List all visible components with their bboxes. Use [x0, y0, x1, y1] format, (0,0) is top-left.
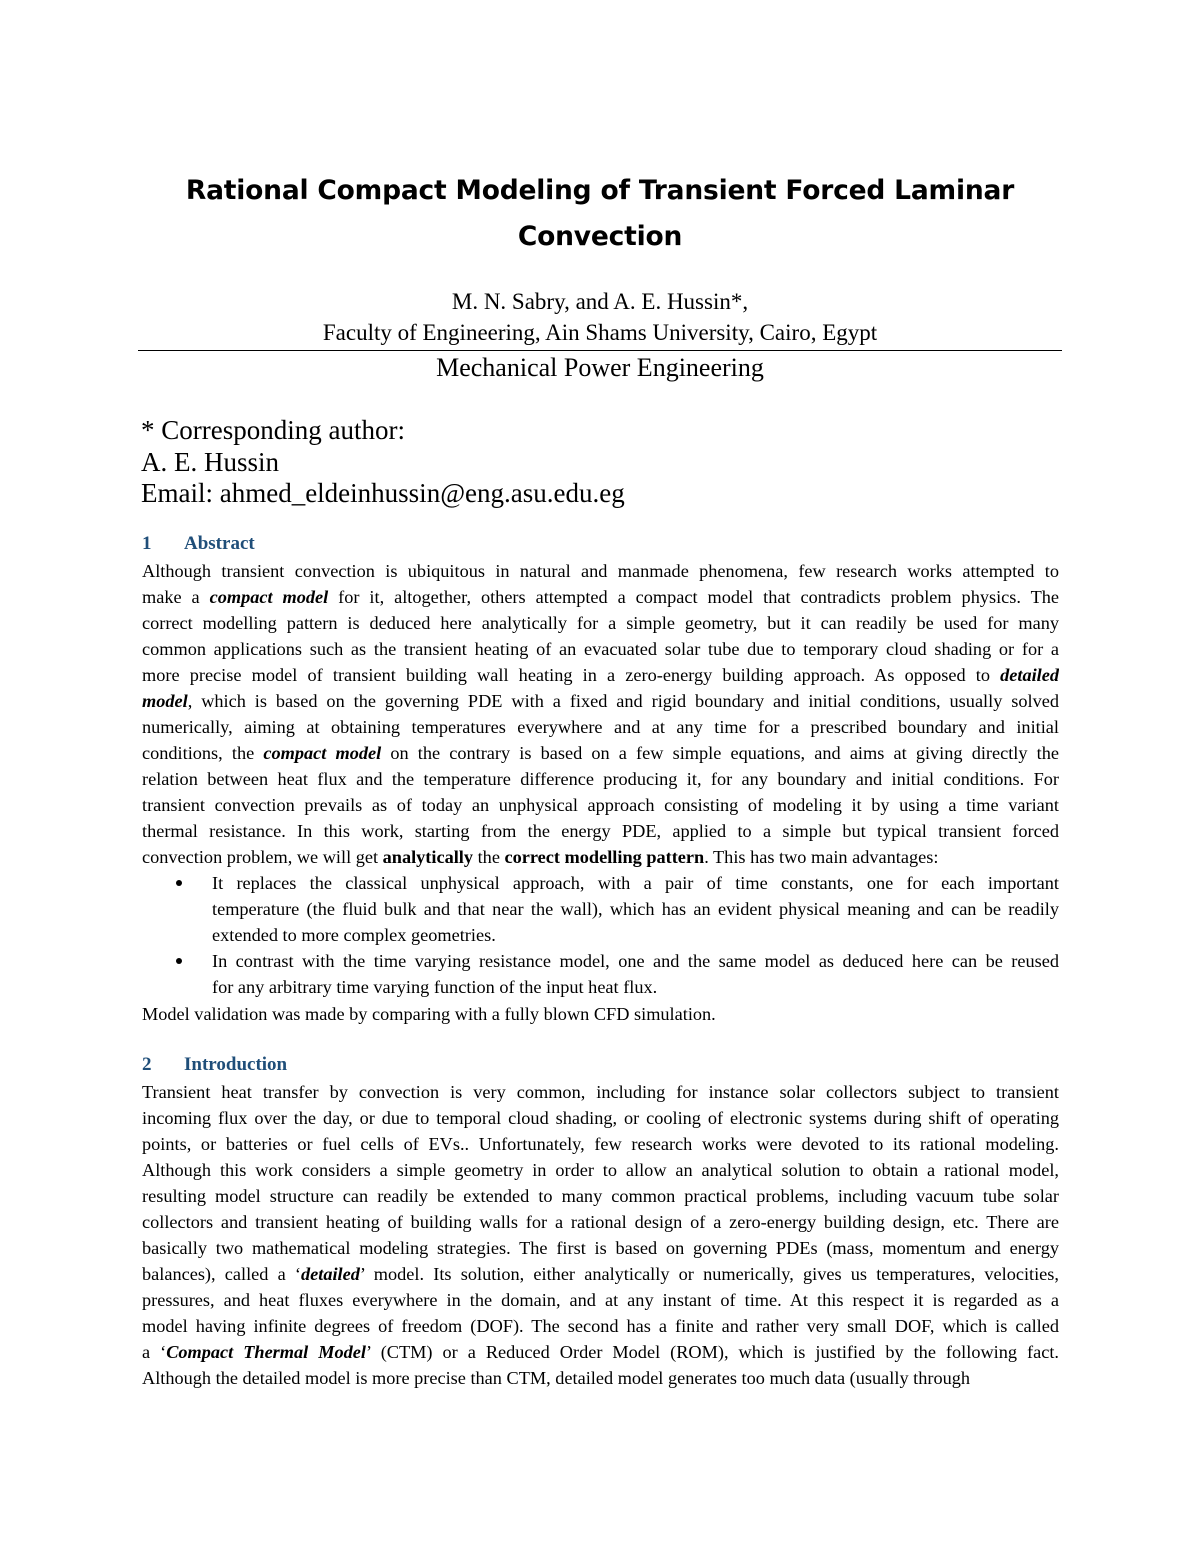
abstract-text: . This has two main advantages: [704, 847, 939, 867]
abstract-text: for it, altogether, others attempted a compact model that contradicts problem physics. The [328, 587, 1059, 607]
bullet-item [142, 870, 1059, 948]
abstract-heading [142, 532, 255, 556]
corresponding-label: * Corresponding author: [141, 415, 405, 445]
abstract-line [142, 584, 1059, 610]
introduction-line [142, 1235, 1059, 1261]
bullet-line: extended to more complex geometries. [212, 925, 496, 945]
abstract-text: Although transient convection is ubiquitous in natural and manmade phenomena, few research works attempted to [142, 561, 1059, 581]
abstract-emphasis: detailed [1000, 665, 1059, 685]
abstract-line [142, 792, 1059, 818]
abstract-text: relation between heat flux and the temperature difference producing it, for any boundary and initial conditions. For [142, 769, 1059, 789]
abstract-line [142, 558, 1059, 584]
introduction-section-number: 2 [142, 1054, 152, 1075]
abstract-line [142, 636, 1059, 662]
department: Mechanical Power Engineering [436, 353, 764, 382]
abstract-line [142, 714, 1059, 740]
abstract-text: the [473, 847, 505, 867]
introduction-text: ’ (CTM) or a Reduced Order Model (ROM), which is justified by the following fact. [365, 1342, 1059, 1362]
abstract-text: thermal resistance. In this work, starting from the energy PDE, applied to a simple but typical transient forced [142, 821, 1059, 841]
abstract-line [142, 662, 1059, 688]
abstract-line [142, 610, 1059, 636]
introduction-line [142, 1313, 1059, 1339]
bullet-item [142, 948, 1059, 1000]
introduction-text: ’ model. Its solution, either analytically or numerically, gives us temperatures, velocities, [359, 1264, 1059, 1284]
abstract-text: common applications such as the transient heating of an evacuated solar tube due to temporary cloud shading or for a [142, 639, 1059, 659]
abstract-text: convection problem, we will get [142, 847, 383, 867]
introduction-paragraph [142, 1079, 1059, 1391]
introduction-text: balances), called a ‘ [142, 1264, 301, 1284]
introduction-line [142, 1105, 1059, 1131]
corresponding-name: A. E. Hussin [141, 446, 280, 477]
introduction-text: Although this work considers a simple geometry in order to allow an analytical solution to obtain a rational model, [142, 1160, 1059, 1180]
introduction-heading [142, 1053, 287, 1077]
introduction-text: collectors and transient heating of building walls for a rational design of a zero-energy building design, etc. There are [142, 1212, 1059, 1232]
abstract-text: on the contrary is based on a few simple equations, and aims at giving directly the [381, 743, 1059, 763]
introduction-text: incoming flux over the day, or due to temporal cloud shading, or cooling of electronic systems during shift of operating [142, 1108, 1059, 1128]
bullet-line: temperature (the fluid bulk and that near the wall), which has an evident physical meaning and can be readily [212, 899, 1059, 919]
abstract-emphasis: compact model [263, 743, 382, 763]
abstract-text: make a [142, 587, 210, 607]
bullet-dot-icon [176, 958, 182, 964]
abstract-line [142, 740, 1059, 766]
bullet-line: for any arbitrary time varying function of the input heat flux. [212, 977, 658, 997]
introduction-text: Although the detailed model is more precise than CTM, detailed model generates too much data (usually through [142, 1368, 971, 1388]
abstract-line [142, 766, 1059, 792]
affiliation: Faculty of Engineering, Ain Shams University, Cairo, Egypt [322, 320, 878, 345]
abstract-text: conditions, the [142, 743, 264, 763]
introduction-text: Transient heat transfer by convection is very common, including for instance solar collectors subject to transient [142, 1082, 1059, 1102]
abstract-text: , which is based on the governing PDE with a fixed and rigid boundary and initial conditions, usually solved [187, 691, 1059, 711]
introduction-emphasis: Compact Thermal Model [166, 1342, 366, 1362]
abstract-bold: correct modelling pattern [504, 847, 705, 867]
abstract-paragraph [142, 558, 1059, 870]
introduction-text: basically two mathematical modeling strategies. The first is based on governing PDEs (mass, momentum and energy [142, 1238, 1059, 1258]
paper-title: Rational Compact Modeling of Transient Forced Laminar Convection [185, 175, 1015, 252]
abstract-text: more precise model of transient building wall heating in a zero-energy building approach. As opposed to [142, 665, 1001, 685]
corresponding-email: Email: ahmed_eldeinhussin@eng.asu.edu.eg [141, 478, 625, 508]
abstract-text: transient convection prevails as of today an unphysical approach consisting of modeling it by using a time variant [142, 795, 1059, 815]
introduction-line [142, 1365, 1059, 1391]
bullet-line: It replaces the classical unphysical approach, with a pair of time constants, one for each important [212, 873, 1059, 893]
abstract-line [142, 818, 1059, 844]
introduction-line [142, 1183, 1059, 1209]
introduction-line [142, 1287, 1059, 1313]
abstract-closing-text: Model validation was made by comparing with a fully blown CFD simulation. [142, 1004, 716, 1024]
corresponding-author-block [141, 415, 625, 510]
introduction-line [142, 1209, 1059, 1235]
introduction-text: points, or batteries or fuel cells of EVs.. Unfortunately, few research works were devoted to its rational modeling. [142, 1134, 1059, 1154]
horizontal-rule [138, 350, 1062, 351]
introduction-line [142, 1339, 1059, 1365]
abstract-text: numerically, aiming at obtaining temperatures everywhere and at any time for a prescribed boundary and initial [142, 717, 1059, 737]
abstract-line [142, 844, 1059, 870]
abstract-bullet-list [142, 870, 1059, 1000]
introduction-text: a ‘ [142, 1342, 167, 1362]
introduction-text: resulting model structure can readily be extended to many common practical problems, including vacuum tube solar [142, 1186, 1059, 1206]
abstract-section-title: Abstract [184, 533, 255, 554]
abstract-emphasis: compact model [209, 587, 329, 607]
abstract-bold: analytically [382, 847, 474, 867]
abstract-section-number: 1 [142, 533, 152, 554]
introduction-line [142, 1157, 1059, 1183]
introduction-section-title: Introduction [184, 1054, 288, 1075]
author-block [140, 286, 1060, 348]
author-names: M. N. Sabry, and A. E. Hussin*, [451, 289, 749, 314]
bullet-dot-icon [176, 880, 182, 886]
introduction-text: model having infinite degrees of freedom (DOF). The second has a finite and rather very small DOF, which is called [142, 1316, 1059, 1336]
introduction-line [142, 1131, 1059, 1157]
abstract-line [142, 688, 1059, 714]
abstract-emphasis: model [142, 691, 188, 711]
introduction-emphasis: detailed [301, 1264, 360, 1284]
introduction-line [142, 1261, 1059, 1287]
abstract-closing [142, 1001, 1059, 1027]
bullet-line: In contrast with the time varying resistance model, one and the same model as deduced here can be reused [212, 951, 1059, 971]
abstract-text: correct modelling pattern is deduced here analytically for a simple geometry, but it can readily be used for many [142, 613, 1059, 633]
introduction-line [142, 1079, 1059, 1105]
introduction-text: pressures, and heat fluxes everywhere in the domain, and at any instant of time. At this respect it is regarded as a [142, 1290, 1059, 1310]
